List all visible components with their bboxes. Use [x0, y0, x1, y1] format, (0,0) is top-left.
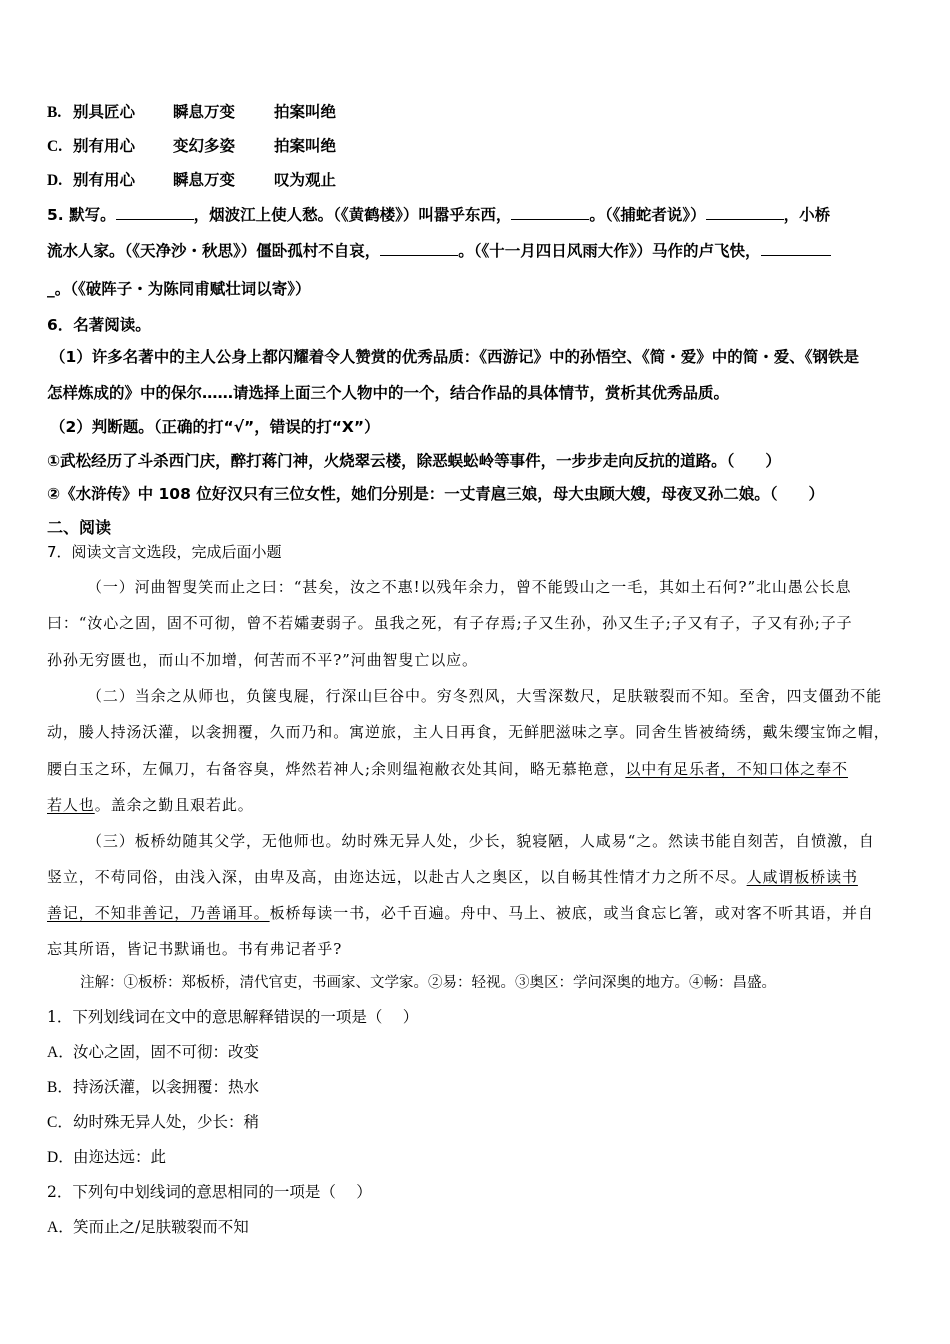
option-word-3: 拍案叫绝: [274, 137, 337, 155]
q5-text: 。（《捕蛇者说》）: [589, 206, 706, 224]
answer-blank-5[interactable]: [761, 241, 831, 256]
q6-part1-line1: （1）许多名著中的主人公身上都闪耀着令人赞赏的优秀品质：《西游记》中的孙悟空、《简・爱》中的简・爱、《钢铁是: [50, 348, 860, 366]
passage-text: 。盖余之勤且艰若此。: [94, 796, 254, 814]
option-word-1: 别有用心: [73, 171, 136, 189]
option-text: 笑而止之/足肤皲裂而不知: [73, 1218, 249, 1236]
q6-part2-title: （2）判断题。（正确的打“√”，错误的打“X”）: [50, 418, 380, 436]
q6-part1-line2: 怎样炼成的》中的保尔……请选择上面三个人物中的一个，结合作品的具体情节，赏析其优秀品质。: [47, 384, 730, 402]
option-letter: D.: [47, 172, 63, 189]
underlined-sentence: 以中有足乐者，不知口体之奉不: [625, 760, 848, 778]
q5-line-2: [47, 241, 831, 261]
q5-text: ，小桥: [783, 206, 831, 224]
passage-text: 腰白玉之环，左佩刀，右备容臭，烨然若神人;余则缊袍敝衣处其间，略无慕艳意，: [47, 760, 626, 778]
option-letter: A．: [47, 1219, 74, 1236]
option-word-2: 瞬息万变: [173, 171, 236, 189]
sub-q1-option-a[interactable]: [47, 1042, 259, 1063]
q6-judge-1: ①武松经历了斗杀西门庆，醉打蒋门神，火烧翠云楼，除恶蜈蚣岭等事件，一步步走向反抗的道路。（ ）: [47, 452, 781, 470]
passage-3-line-3: [47, 903, 874, 923]
underlined-sentence: 若人也: [47, 796, 95, 814]
option-text: 由迩达远：此: [73, 1148, 167, 1166]
passage-2-line-1: （二）当余之从师也，负箧曳屣，行深山巨谷中。穷冬烈风，大雪深数尺，足肤皲裂而不知。至舍，四支僵劲不能: [87, 687, 883, 705]
passage-1-line-3: 孙孙无穷匮也，而山不加增，何苦而不平?”河曲智叟亡以应。: [47, 651, 478, 669]
q7-title: 7．阅读文言文选段，完成后面小题: [47, 543, 282, 561]
q5-text: _。（《破阵子・为陈同甫赋壮词以寄》）: [47, 280, 311, 298]
passage-3-line-2: [47, 867, 858, 887]
q5-text: 流水人家。（《天净沙・秋思》）僵卧孤村不自哀，: [47, 242, 381, 260]
option-text: 汝心之固，固不可彻：改变: [73, 1043, 260, 1061]
option-word-2: 变幻多姿: [173, 137, 236, 155]
q5-line-3: [47, 279, 311, 299]
option-letter: D．: [47, 1149, 74, 1166]
option-word-3: 拍案叫绝: [274, 103, 337, 121]
option-letter: C.: [47, 138, 63, 155]
sub-q1-option-d[interactable]: [47, 1147, 166, 1168]
passage-1-line-2: 曰：“汝心之固，固不可彻，曾不若孀妻弱子。虽我之死，有子存焉;子又生孙，孙又生子;子又有子，子又有孙;子子: [47, 614, 853, 632]
passage-2-line-3: [47, 759, 848, 779]
option-text: 持汤沃灌，以衾拥覆：热水: [73, 1078, 260, 1096]
option-word-2: 瞬息万变: [173, 103, 236, 121]
option-letter: A．: [47, 1044, 74, 1061]
passage-notes: 注解：①板桥：郑板桥，清代官吏，书画家、文学家。②易：轻视。③奥区：学问深奥的地方。④畅：昌盛。: [80, 975, 776, 991]
option-word-1: 别有用心: [73, 137, 136, 155]
passage-2-line-4: [47, 795, 254, 815]
q5-line-1: [47, 205, 830, 225]
q5-text: 默写。: [69, 206, 116, 224]
sub-q2-option-a[interactable]: [47, 1217, 249, 1238]
option-text: 幼时殊无异人处，少长：稍: [73, 1113, 260, 1131]
passage-text: 竖立，不苟同俗，由浅入深，由卑及高，由迩达远，以赴古人之奥区，以自畅其性情才力之所不尽。: [47, 868, 747, 886]
q4-option-d: [47, 170, 336, 191]
passage-1-line-1: （一）河曲智叟笑而止之曰：“甚矣，汝之不惠!以残年余力，曾不能毁山之一毛，其如土石何?”北山愚公长息: [87, 578, 852, 596]
option-word-1: 别具匠心: [73, 103, 136, 121]
q5-text: 。（《十一月四日风雨大作》）马作的卢飞快，: [458, 242, 761, 260]
sub-q1-stem: 1．下列划线词在文中的意思解释错误的一项是（ ）: [47, 1008, 419, 1026]
answer-blank-2[interactable]: [511, 205, 589, 220]
underlined-sentence: 人咸谓板桥读书: [746, 868, 858, 886]
option-letter: B.: [47, 104, 62, 121]
passage-text: 板桥每读一书，必千百遍。舟中、马上、被底，或当食忘匕箸，或对客不听其语，并自: [269, 904, 874, 922]
answer-blank-3[interactable]: [706, 205, 784, 220]
q5-text: ，烟波江上使人愁。（《黄鹤楼》）叫嚣乎东西，: [193, 206, 512, 224]
passage-3-line-4: 忘其所语，皆记书默诵也。书有弗记者乎?: [47, 940, 343, 958]
option-letter: B．: [47, 1079, 73, 1096]
answer-blank-1[interactable]: [116, 205, 194, 220]
q6-title: 6．名著阅读。: [47, 316, 151, 334]
q4-option-b: [47, 102, 336, 123]
question-number: 5.: [47, 206, 64, 224]
q6-judge-2: ②《水浒传》中 108 位好汉只有三位女性，她们分别是：一丈青扈三娘，母大虫顾大嫂，母夜叉孙二娘。（ ）: [47, 485, 825, 503]
passage-3-line-1: （三）板桥幼随其父学，无他师也。幼时殊无异人处，少长，貌寝陋，人咸易“之。然读书能自刻苦，自愤激，自: [87, 832, 875, 850]
option-letter: C．: [47, 1114, 73, 1131]
option-word-3: 叹为观止: [274, 171, 337, 189]
q4-option-c: [47, 136, 336, 157]
sub-q1-option-c[interactable]: [47, 1112, 259, 1133]
answer-blank-4[interactable]: [380, 241, 458, 256]
section-heading: 二、阅读: [47, 518, 112, 537]
sub-q1-option-b[interactable]: [47, 1077, 259, 1098]
underlined-sentence: 善记，不知非善记，乃善诵耳。: [47, 904, 270, 922]
passage-2-line-2: 动，媵人持汤沃灌，以衾拥覆，久而乃和。寓逆旅，主人日再食，无鲜肥滋味之享。同舍生皆被绮绣，戴朱缨宝饰之帽，: [47, 723, 890, 741]
sub-q2-stem: 2．下列句中划线词的意思相同的一项是（ ）: [47, 1183, 372, 1201]
